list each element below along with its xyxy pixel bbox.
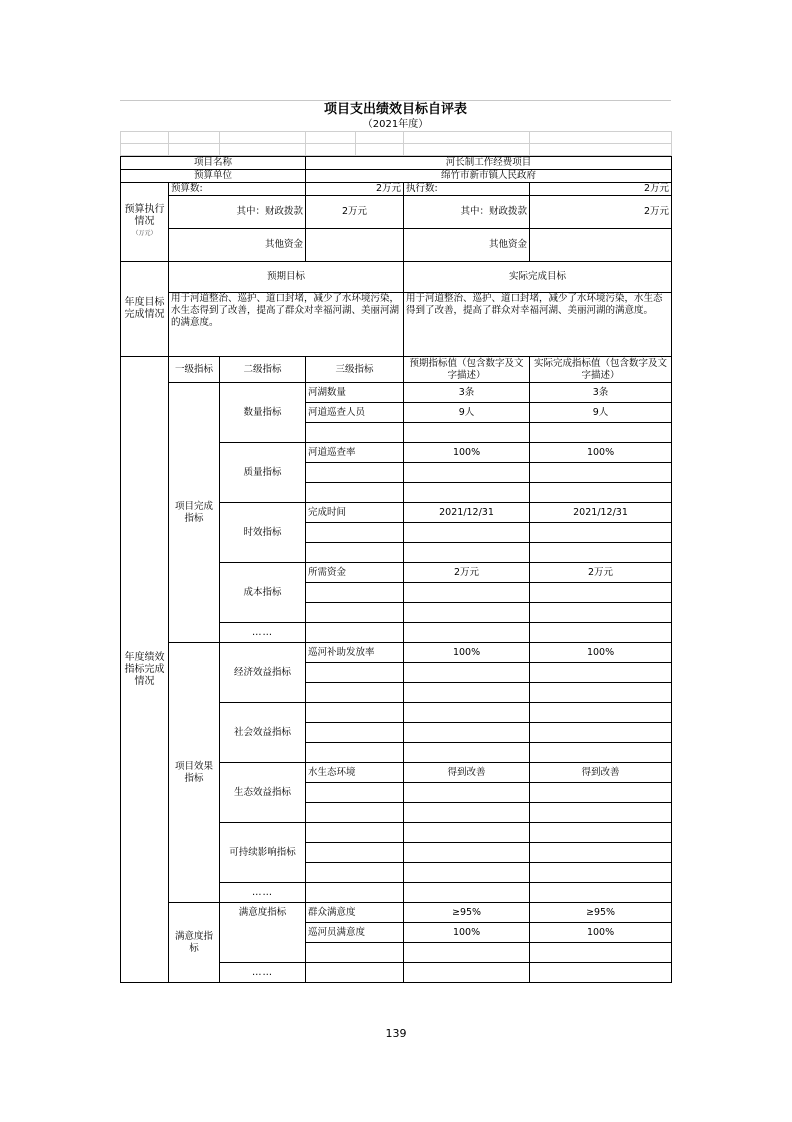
indicator-section-label: 年度绩效指标完成情况 <box>121 357 169 983</box>
patroller-satisfaction-actual: 100% <box>530 923 672 943</box>
budget-value: 2万元 <box>306 183 404 196</box>
actual-goal-text: 用于河道整治、巡护、道口封堵，减少了水环境污染，水生态得到了改善，提高了群众对幸福河湖、美丽河湖的满意度。 <box>404 293 672 357</box>
evaluation-sheet <box>120 100 671 983</box>
level1-satisfaction: 满意度指标 <box>169 903 220 983</box>
project-name-label: 项目名称 <box>121 157 306 170</box>
output-ellipsis: …… <box>220 623 306 643</box>
budget-section-label: 预算执行情况 （万元） <box>121 183 169 262</box>
water-env-actual: 得到改善 <box>530 763 672 783</box>
level2-quality: 质量指标 <box>220 443 306 503</box>
unit-label: 预算单位 <box>121 170 306 183</box>
level3-lakes: 河湖数量 <box>306 383 404 403</box>
other-funds-label: 其他资金 <box>169 229 306 262</box>
satisfaction-ellipsis: …… <box>220 963 306 983</box>
page-title: 项目支出绩效目标自评表 <box>120 100 671 118</box>
level1-output: 项目完成指标 <box>169 383 220 643</box>
budget-unit-note: （万元） <box>132 230 157 237</box>
header-expected-value: 预期指标值（包含数字及文字描述） <box>404 357 530 383</box>
level2-cost: 成本指标 <box>220 563 306 623</box>
exec-value: 2万元 <box>530 183 672 196</box>
lakes-actual: 3条 <box>530 383 672 403</box>
level2-satisfaction: 满意度指标 <box>220 903 306 963</box>
funds-expected: 2万元 <box>404 563 530 583</box>
expected-goal-text: 用于河道整治、巡护、道口封堵，减少了水环境污染，水生态得到了改善，提高了群众对幸福河湖、美丽河湖的满意度。 <box>169 293 404 357</box>
level2-ecological: 生态效益指标 <box>220 763 306 823</box>
level3-funds: 所需资金 <box>306 563 404 583</box>
level3-finish-time: 完成时间 <box>306 503 404 523</box>
level3-patroller-satisfaction: 巡河员满意度 <box>306 923 404 943</box>
lakes-expected: 3条 <box>404 383 530 403</box>
actual-goal-label: 实际完成目标 <box>404 262 672 293</box>
fiscal-exec-value: 2万元 <box>530 196 672 229</box>
level2-sustainable: 可持续影响指标 <box>220 823 306 883</box>
effect-ellipsis: …… <box>220 883 306 903</box>
level3-patrol-rate: 河道巡查率 <box>306 443 404 463</box>
level3-public-satisfaction: 群众满意度 <box>306 903 404 923</box>
level2-social: 社会效益指标 <box>220 703 306 763</box>
other-funds-exec-label: 其他资金 <box>404 229 530 262</box>
goal-section-label: 年度目标完成情况 <box>121 262 169 357</box>
water-env-expected: 得到改善 <box>404 763 530 783</box>
funds-actual: 2万元 <box>530 563 672 583</box>
header-level1: 一级指标 <box>169 357 220 383</box>
level2-economic: 经济效益指标 <box>220 643 306 703</box>
project-name-value: 河长制工作经费项目 <box>306 157 672 170</box>
blank-grid <box>120 131 672 156</box>
unit-value: 绵竹市新市镇人民政府 <box>306 170 672 183</box>
patroller-satisfaction-expected: 100% <box>404 923 530 943</box>
subsidy-rate-actual: 100% <box>530 643 672 663</box>
level2-timeliness: 时效指标 <box>220 503 306 563</box>
exec-label: 执行数: <box>404 183 530 196</box>
expected-goal-label: 预期目标 <box>169 262 404 293</box>
fiscal-exec-label: 其中：财政拨款 <box>404 196 530 229</box>
level3-water-env: 水生态环境 <box>306 763 404 783</box>
subsidy-rate-expected: 100% <box>404 643 530 663</box>
level1-effect: 项目效果指标 <box>169 643 220 903</box>
level2-quantity: 数量指标 <box>220 383 306 443</box>
evaluation-table <box>120 156 672 983</box>
fiscal-label: 其中：财政拨款 <box>169 196 306 229</box>
patrol-staff-expected: 9人 <box>404 403 530 423</box>
year-subtitle: （2021年度） <box>362 119 429 130</box>
patrol-staff-actual: 9人 <box>530 403 672 423</box>
header-level2: 二级指标 <box>220 357 306 383</box>
finish-time-expected: 2021/12/31 <box>404 503 530 523</box>
level3-subsidy-rate: 巡河补助发放率 <box>306 643 404 663</box>
header-actual-value: 实际完成指标值（包含数字及文字描述） <box>530 357 672 383</box>
budget-label: 预算数: <box>169 183 306 196</box>
fiscal-budget-value: 2万元 <box>306 196 404 229</box>
header-level3: 三级指标 <box>306 357 404 383</box>
level3-patrol-staff: 河道巡查人员 <box>306 403 404 423</box>
public-satisfaction-actual: ≥95% <box>530 903 672 923</box>
patrol-rate-actual: 100% <box>530 443 672 463</box>
finish-time-actual: 2021/12/31 <box>530 503 672 523</box>
public-satisfaction-expected: ≥95% <box>404 903 530 923</box>
patrol-rate-expected: 100% <box>404 443 530 463</box>
page-number: 139 <box>385 1027 407 1040</box>
